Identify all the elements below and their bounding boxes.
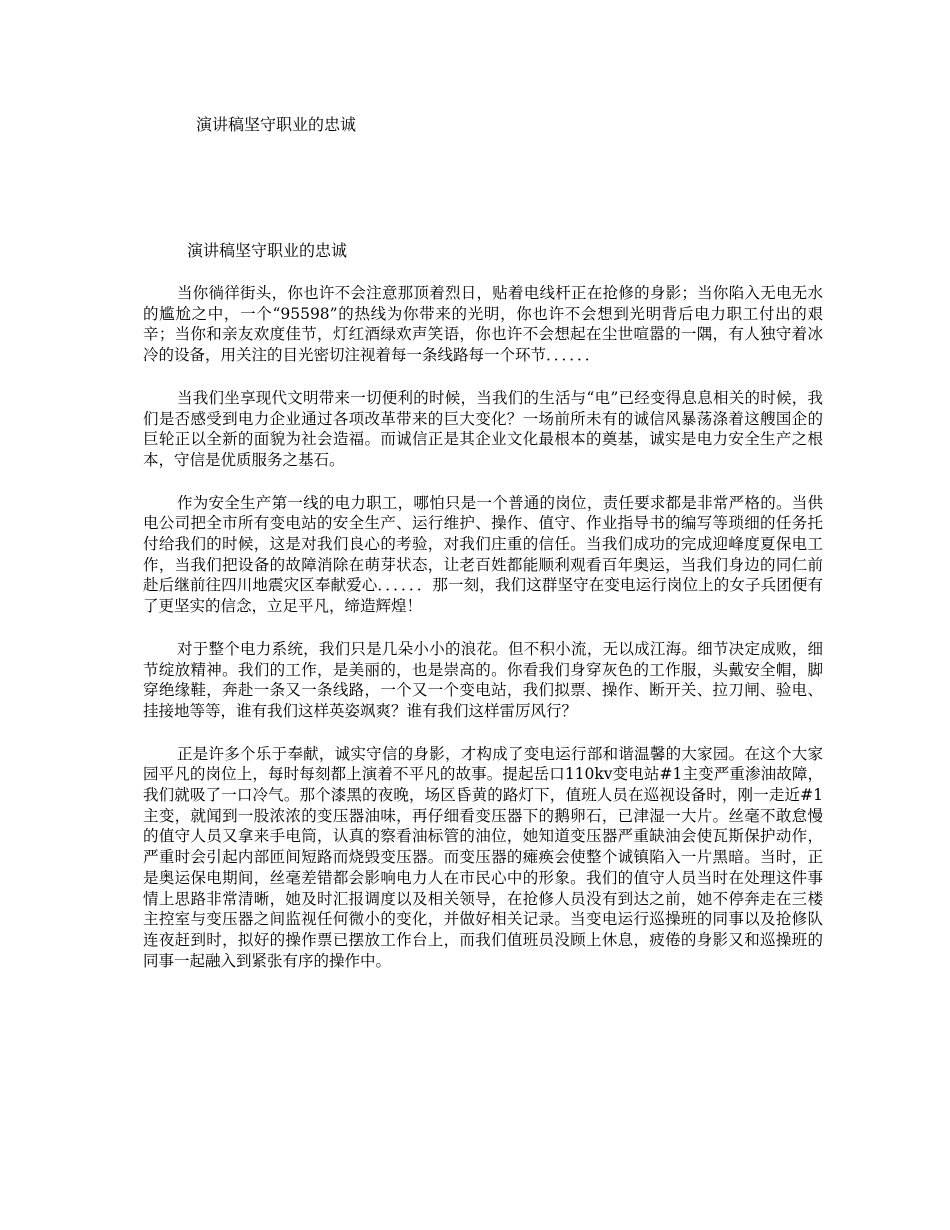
paragraph-2: 当我们坐享现代文明带来一切便利的时候，当我们的生活与“电”已经变得息息相关的时候，我们是否感受到电力企业通过各项改革带来的巨大变化？一场前所未有的诚信风暴荡涤着这艘国企的巨轮正以全新的面貌为社会造福。而诚信正是其企业文化最根本的奠基，诚实是电力安全生产之根本，守信是优质服务之基石。 (143, 388, 823, 469)
speech-title: 演讲稿坚守职业的忠诚 (187, 241, 348, 260)
document-body (143, 283, 823, 993)
paragraph-3: 作为安全生产第一线的电力职工，哪怕只是一个普通的岗位，责任要求都是非常严格的。当供电公司把全市所有变电站的安全生产、运行维护、操作、值守、作业指导书的编写等琐细的任务托付给我们的时候，这是对我们良心的考验，对我们庄重的信任。当我们成功的完成迎峰度夏保电工作，当我们把设备的故障消除在萌芽状态，让老百姓都能顺利观看百年奥运，当我们身边的同仁前赴后继前往四川地震灾区奉献爱心．．．．．．那一刻，我们这群坚守在变电运行岗位上的女子兵团便有了更坚实的信念，立足平凡，缔造辉煌！ (143, 493, 823, 616)
paragraph-1: 当你徜徉街头，你也许不会注意那顶着烈日，贴着电线杆正在抢修的身影；当你陷入无电无水的尴尬之中，一个“95598”的热线为你带来的光明，你也许不会想到光明背后电力职工付出的艰辛；当你和亲友欢度佳节，灯红酒绿欢声笑语，你也许不会想起在尘世喧嚣的一隅，有人独守着冰冷的设备，用关注的目光密切注视着每一条线路每一个环节．．．．．． (143, 284, 823, 365)
paragraph-4: 对于整个电力系统，我们只是几朵小小的浪花。但不积小流，无以成江海。细节决定成败，细节绽放精神。我们的工作，是美丽的，也是崇高的。你看我们身穿灰色的工作服，头戴安全帽，脚穿绝缘鞋，奔赴一条又一条线路，一个又一个变电站，我们拟票、操作、断开关、拉刀闸、验电、挂接地等等，谁有我们这样英姿飒爽？谁有我们这样雷厉风行？ (143, 639, 823, 720)
document-title: 演讲稿坚守职业的忠诚 (196, 115, 357, 134)
paragraph-5: 正是许多个乐于奉献，诚实守信的身影，才构成了变电运行部和谐温馨的大家园。在这个大家园平凡的岗位上，每时每刻都上演着不平凡的故事。提起岳口110kv变电站#1主变严重渗油故障，我们就吸了一口冷气。那个漆黑的夜晚，场区昏黄的路灯下，值班人员在巡视设备时，刚一走近#1主变，就闻到一股浓浓的变压器油味，再仔细看变压器下的鹅卵石，已津湿一大片。丝毫不敢怠慢的值守人员又拿来手电筒，认真的察看油标管的油位，她知道变压器严重缺油会使瓦斯保护动作，严重时会引起内部匝间短路而烧毁变压器。而变压器的瘫痪会使整个诚镇陷入一片黑暗。当时，正是奥运保电期间，丝毫差错都会影响电力人在市民心中的形象。我们的值守人员当时在处理这件事情上思路非常清晰，她及时汇报调度以及相关领导，在抢修人员没有到达之前，她不停奔走在三楼主控室与变压器之间监视任何微小的变化，并做好相关记录。当变电运行巡操班的同事以及抢修队连夜赶到时，拟好的操作票已摆放工作台上，而我们值班员没顾上休息，疲倦的身影又和巡操班的同事一起融入到紧张有序的操作中。 (143, 744, 823, 970)
